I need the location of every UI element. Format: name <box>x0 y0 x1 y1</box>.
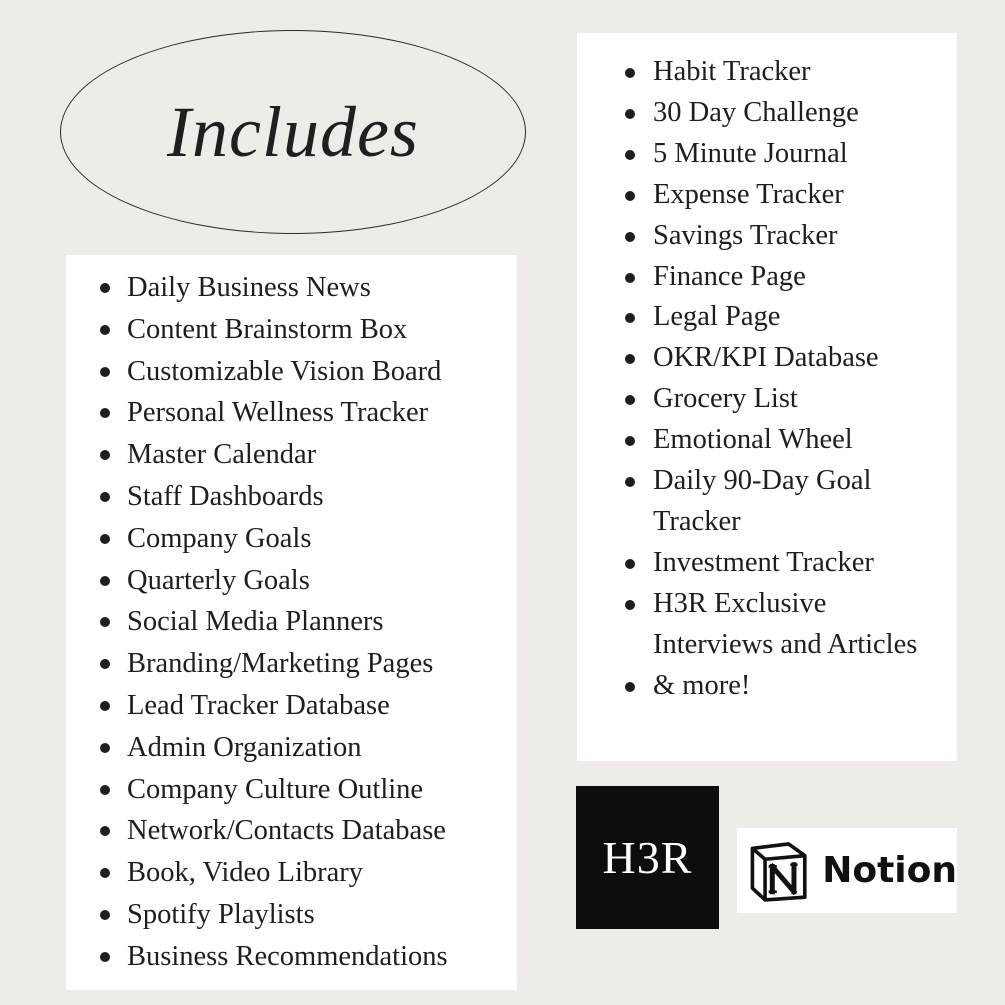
h3r-logo-text: H3R <box>602 832 693 883</box>
features-list-right <box>577 33 957 707</box>
notion-logo <box>737 828 957 913</box>
list-item: Habit Tracker <box>577 52 957 93</box>
list-item: Social Media Planners <box>66 601 517 643</box>
list-item: Company Goals <box>66 518 517 560</box>
notion-logo-text: Notion <box>822 850 957 891</box>
list-item: 5 Minute Journal <box>577 134 957 175</box>
list-item: Lead Tracker Database <box>66 685 517 727</box>
list-item: Network/Contacts Database <box>66 810 517 852</box>
list-item: Staff Dashboards <box>66 476 517 518</box>
list-item: Daily 90-Day Goal Tracker <box>577 461 957 543</box>
list-item: Customizable Vision Board <box>66 351 517 393</box>
list-item: Admin Organization <box>66 727 517 769</box>
h3r-logo <box>576 786 719 929</box>
list-item: H3R Exclusive Interviews and Articles <box>577 584 957 666</box>
list-item: 30 Day Challenge <box>577 93 957 134</box>
list-item: Spotify Playlists <box>66 894 517 936</box>
features-card-left <box>66 255 517 990</box>
list-item: & more! <box>577 666 957 707</box>
notion-logo-icon <box>747 836 810 906</box>
list-item: OKR/KPI Database <box>577 338 957 379</box>
list-item: Savings Tracker <box>577 216 957 257</box>
list-item: Business Recommendations <box>66 936 517 978</box>
features-card-right <box>577 33 957 761</box>
list-item: Emotional Wheel <box>577 420 957 461</box>
list-item: Book, Video Library <box>66 852 517 894</box>
list-item: Investment Tracker <box>577 543 957 584</box>
list-item: Branding/Marketing Pages <box>66 643 517 685</box>
list-item: Grocery List <box>577 379 957 420</box>
list-item: Legal Page <box>577 297 957 338</box>
list-item: Expense Tracker <box>577 175 957 216</box>
list-item: Daily Business News <box>66 267 517 309</box>
list-item: Personal Wellness Tracker <box>66 392 517 434</box>
list-item: Finance Page <box>577 257 957 298</box>
list-item: Company Culture Outline <box>66 769 517 811</box>
features-list-left <box>66 255 517 978</box>
list-item: Quarterly Goals <box>66 560 517 602</box>
list-item: Master Calendar <box>66 434 517 476</box>
list-item: Content Brainstorm Box <box>66 309 517 351</box>
page-title: Includes <box>167 91 419 172</box>
